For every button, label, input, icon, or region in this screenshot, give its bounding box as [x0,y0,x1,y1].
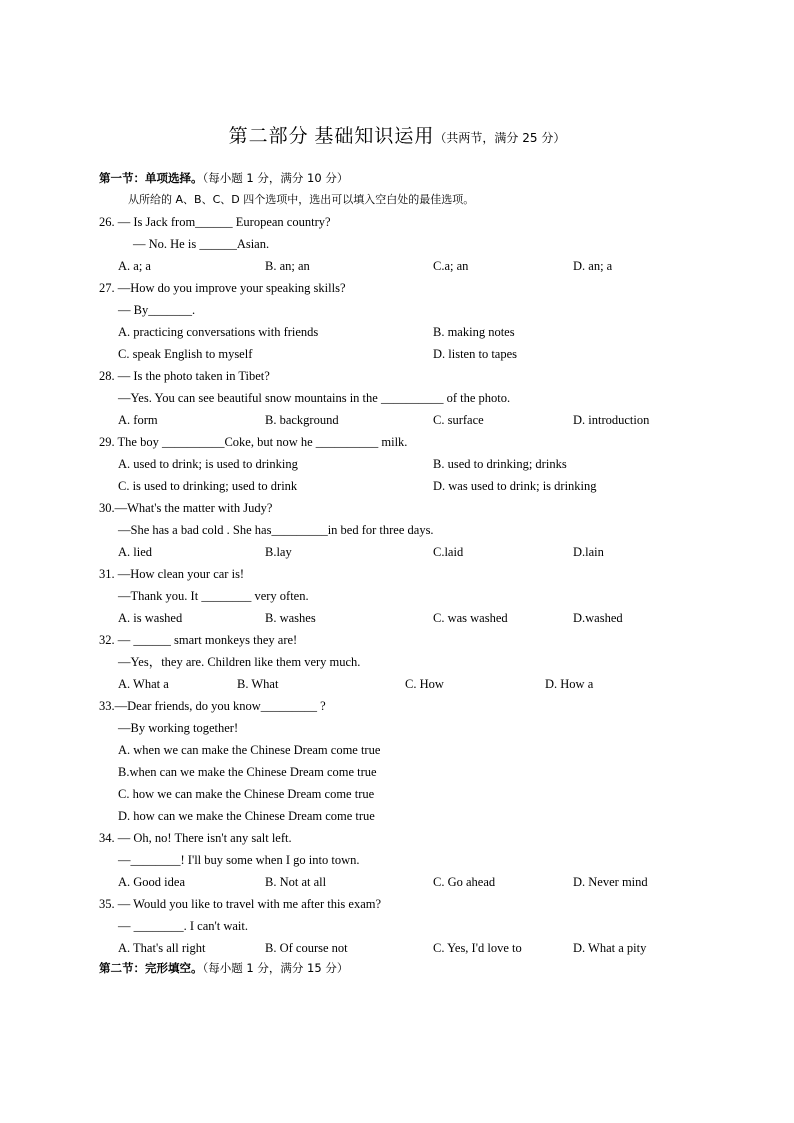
part-title-score: （共两节，满分 25 分） [434,131,566,145]
question-stem: 33.—Dear friends, do you know_________ ? [99,699,326,713]
option-c: C.a; an [433,259,469,273]
option-a: A. Good idea [118,875,185,889]
option-c: C. How [405,677,444,691]
option-d: D. What a pity [573,941,647,955]
question-reply: —Yes，they are. Children like them very much. [118,655,361,669]
option-a: A. when we can make the Chinese Dream come true [118,743,381,757]
option-c: C. was washed [433,611,508,625]
option-c: C. is used to drinking; used to drink [118,479,298,493]
option-c: C.laid [433,545,464,559]
option-d: D. Never mind [573,875,648,889]
question-reply: — ________. I can't wait. [118,919,249,933]
question-stem: 28. — Is the photo taken in Tibet? [99,369,270,383]
option-d: D. listen to tapes [433,347,518,361]
part-title [0,121,794,148]
option-a: A. What a [118,677,169,691]
section1-instruction: 从所给的 A、B、C、D 四个选项中，选出可以填入空白处的最佳选项。 [128,193,475,206]
section1-heading [99,170,348,186]
section1-title: 第一节：单项选择。 [99,171,203,185]
section1-score: （每小题 1 分，满分 10 分） [202,171,349,185]
option-a: A. That's all right [118,941,206,955]
option-d: D.lain [573,545,604,559]
option-b: B. What [237,677,279,691]
question-stem: 26. — Is Jack from______ European country? [99,215,331,229]
section2-score: （每小题 1 分，满分 15 分） [202,961,349,975]
option-c: C. surface [433,413,484,427]
question-reply: —________! I'll buy some when I go into town. [118,853,360,867]
option-d: D. how can we make the Chinese Dream come true [118,809,375,823]
option-a: A. used to drink; is used to drinking [118,457,298,471]
option-b: B. background [265,413,339,427]
question-stem: 32. — ______ smart monkeys they are! [99,633,298,647]
section2-heading [99,960,348,976]
option-d: D. an; a [573,259,613,273]
option-a: A. is washed [118,611,183,625]
option-c: C. speak English to myself [118,347,253,361]
option-d: D. introduction [573,413,650,427]
question-stem: 30.—What's the matter with Judy? [99,501,273,515]
option-a: A. form [118,413,158,427]
option-b: B. making notes [433,325,515,339]
option-b: B. Of course not [265,941,348,955]
section2-title: 第二节：完形填空。 [99,961,203,975]
question-stem: 34. — Oh, no! There isn't any salt left. [99,831,292,845]
option-a: A. lied [118,545,153,559]
option-b: B. washes [265,611,316,625]
question-reply: —Thank you. It ________ very often. [118,589,309,603]
option-b: B. Not at all [265,875,327,889]
option-a: A. a; a [118,259,151,273]
option-d: D. How a [545,677,594,691]
option-c: C. Yes, I'd love to [433,941,522,955]
question-stem: 27. —How do you improve your speaking skills? [99,281,346,295]
question-stem: 29. The boy __________Coke, but now he __________ milk. [99,435,408,449]
option-a: A. practicing conversations with friends [118,325,319,339]
question-reply: —By working together! [118,721,239,735]
part-title-main: 第二部分 基础知识运用 [228,126,435,147]
question-reply: — By_______. [118,303,196,317]
option-b: B.when can we make the Chinese Dream come true [118,765,377,779]
option-c: C. how we can make the Chinese Dream come true [118,787,375,801]
question-stem: 35. — Would you like to travel with me after this exam? [99,897,382,911]
question-reply: —Yes. You can see beautiful snow mountains in the __________ of the photo. [118,391,511,405]
option-b: B. an; an [265,259,310,273]
option-d: D.washed [573,611,623,625]
option-d: D. was used to drink; is drinking [433,479,597,493]
question-reply: — No. He is ______Asian. [133,237,270,251]
option-b: B.lay [265,545,292,559]
question-stem: 31. —How clean your car is! [99,567,245,581]
option-b: B. used to drinking; drinks [433,457,567,471]
question-reply: —She has a bad cold . She has_________in bed for three days. [118,523,434,537]
option-c: C. Go ahead [433,875,496,889]
